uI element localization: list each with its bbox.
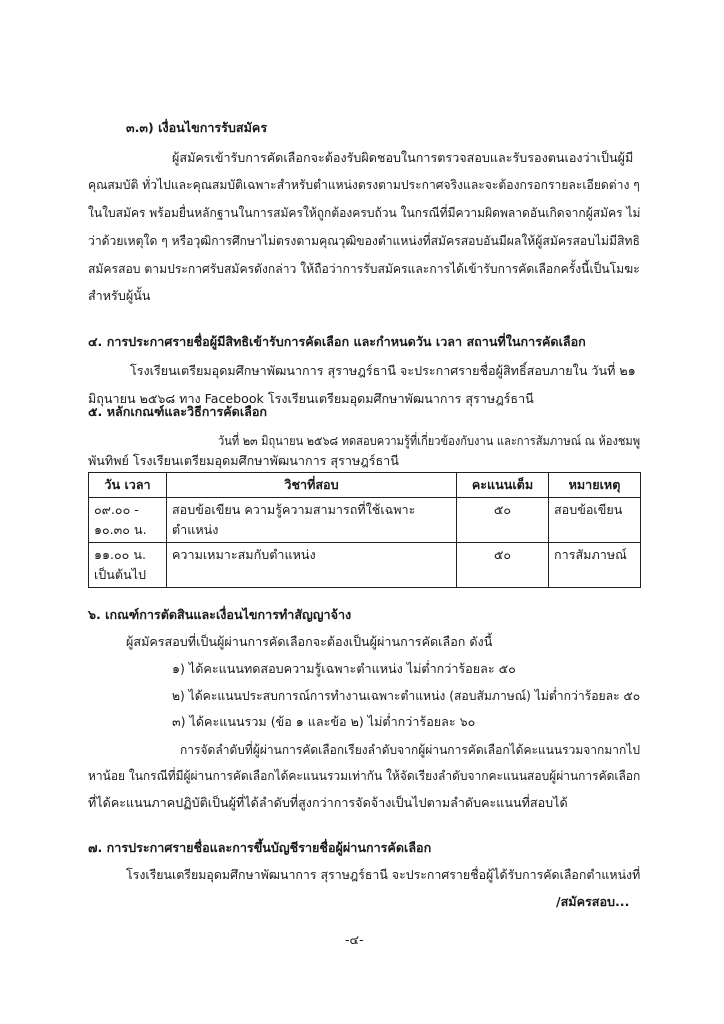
table-row xyxy=(89,543,641,588)
section-6-line: ที่ได้คะแนนภาคปฏิบัติเป็นผู้ที่ได้ลำดับที่สูงกว่าการจัดจ้างเป็นไปตามลำดับคะแนนที่สอบได้ xyxy=(88,795,568,810)
section-5-heading: ๕. หลักเกณฑ์และวิธีการคัดเลือก xyxy=(88,404,268,419)
section-3-3-line: ผู้สมัครเข้ารับการคัดเลือกจะต้องรับผิดชอบในการตรวจสอบและรับรองตนเองว่าเป็นผู้มี xyxy=(172,150,634,165)
table-header-row xyxy=(89,473,641,498)
section-3-3-line: สำหรับผู้นั้น xyxy=(88,288,151,303)
time-cell xyxy=(89,543,167,588)
table-header-cell: วิชาที่สอบ xyxy=(167,473,457,498)
section-4-heading: ๔. การประกาศรายชื่อผู้มีสิทธิเข้ารับการคัดเลือก และกำหนดวัน เวลา สถานที่ในการคัดเลือก xyxy=(88,334,586,349)
table-header-cell: คะแนนเต็ม xyxy=(457,473,549,498)
section-4-line: โรงเรียนเตรียมอุดมศึกษาพัฒนาการ สุราษฎร์ธานี จะประกาศรายชื่อผู้สิทธิ์สอบภายใน วันที่ ๒๑ xyxy=(130,363,636,378)
section-6-line: หาน้อย ในกรณีที่มีผู้ผ่านการคัดเลือกได้คะแนนรวมเท่ากัน ให้จัดเรียงลำดับจากคะแนนสอบผู้ผ่านการคัดเลือก xyxy=(88,768,641,783)
section-6-heading: ๖. เกณฑ์การตัดสินและเงื่อนไขการทำสัญญาจ้าง xyxy=(88,607,352,622)
section-5-line: พันทิพย์ โรงเรียนเตรียมอุดมศึกษาพัฒนาการ สุราษฎร์ธานี xyxy=(88,453,399,468)
criteria-item: ๓) ได้คะแนนรวม (ข้อ ๑ และข้อ ๒) ไม่ต่ำกว่าร้อยละ ๖๐ xyxy=(172,714,476,729)
table-row xyxy=(89,498,641,543)
section-7-heading: ๗. การประกาศรายชื่อและการขึ้นบัญชีรายชื่อผู้ผ่านการคัดเลือก xyxy=(88,840,432,855)
subject-cell: ความเหมาะสมกับตำแหน่ง xyxy=(167,543,457,588)
section-5-line: วันที่ ๒๓ มิถุนายน ๒๕๖๘ ทดสอบความรู้ที่เกี่ยวข้องกับงาน และการสัมภาษณ์ ณ ห้องชมพู xyxy=(218,433,641,448)
section-6-line: การจัดลำดับที่ผู้ผ่านการคัดเลือกเรียงลำดับจากผู้ผ่านการคัดเลือกได้คะแนนรวมจากมากไป xyxy=(180,742,640,757)
page-number: -๔- xyxy=(345,932,364,947)
score-cell: ๕๐ xyxy=(457,543,549,588)
time-end: ๑๐.๓๐ น. xyxy=(94,522,147,537)
note-cell: สอบข้อเขียน xyxy=(549,498,641,543)
time-start: ๑๑.๐๐ น. xyxy=(94,547,146,562)
section-3-3-heading: ๓.๓) เงื่อนไขการรับสมัคร xyxy=(126,120,268,135)
time-end: เป็นต้นไป xyxy=(94,567,147,582)
table-header-cell: วัน เวลา xyxy=(89,473,167,498)
section-4-line: มิถุนายน ๒๕๖๘ ทาง Facebook โรงเรียนเตรียมอุดมศึกษาพัฒนาการ สุราษฎร์ธานี xyxy=(88,391,534,406)
criteria-item: ๑) ได้คะแนนทดสอบความรู้เฉพาะตำแหน่ง ไม่ต่ำกว่าร้อยละ ๕๐ xyxy=(172,661,516,676)
exam-schedule-table xyxy=(88,472,641,588)
section-3-3-line: สมัครสอบ ตามประกาศรับสมัครดังกล่าว ให้ถือว่าการรับสมัครและการได้เข้ารับการคัดเลือกครั้งนี้เป็นโมฆะ xyxy=(88,261,640,276)
note-cell: การสัมภาษณ์ xyxy=(549,543,641,588)
score-cell: ๕๐ xyxy=(457,498,549,543)
criteria-item: ๒) ได้คะแนนประสบการณ์การทำงานเฉพาะตำแหน่ง (สอบสัมภาษณ์) ไม่ต่ำกว่าร้อยละ ๕๐ xyxy=(172,688,641,703)
table-header-cell: หมายเหตุ xyxy=(549,473,641,498)
continuation-marker: /สมัครสอบ... xyxy=(556,894,630,909)
section-6-intro: ผู้สมัครสอบที่เป็นผู้ผ่านการคัดเลือกจะต้องเป็นผู้ผ่านการคัดเลือก ดังนี้ xyxy=(126,634,493,649)
section-3-3-line: ว่าด้วยเหตุใด ๆ หรือวุฒิการศึกษาไม่ตรงตามคุณวุฒิของตำแหน่งที่สมัครสอบอันมีผลให้ผู้สมัครสอบไม่มีสิทธิ xyxy=(88,233,640,248)
subject-cell: สอบข้อเขียน ความรู้ความสามารถที่ใช้เฉพาะตำแหน่ง xyxy=(167,498,457,543)
section-3-3-line: ในใบสมัคร พร้อมยื่นหลักฐานในการสมัครให้ถูกต้องครบถ้วน ในกรณีที่มีความผิดพลาดอันเกิดจากผู้สมัคร ไม่ xyxy=(88,205,641,220)
time-start: ๐๙.๐๐ - xyxy=(94,502,139,517)
section-3-3-line: คุณสมบัติ ทั่วไปและคุณสมบัติเฉพาะสำหรับตำแหน่งตรงตามประกาศจริงและจะต้องกรอกรายละเอียดต่าง ๆ xyxy=(88,177,640,192)
section-7-line: โรงเรียนเตรียมอุดมศึกษาพัฒนาการ สุราษฎร์ธานี จะประกาศรายชื่อผู้ได้รับการคัดเลือกตำแหน่งที่ xyxy=(126,867,641,882)
time-cell xyxy=(89,498,167,543)
